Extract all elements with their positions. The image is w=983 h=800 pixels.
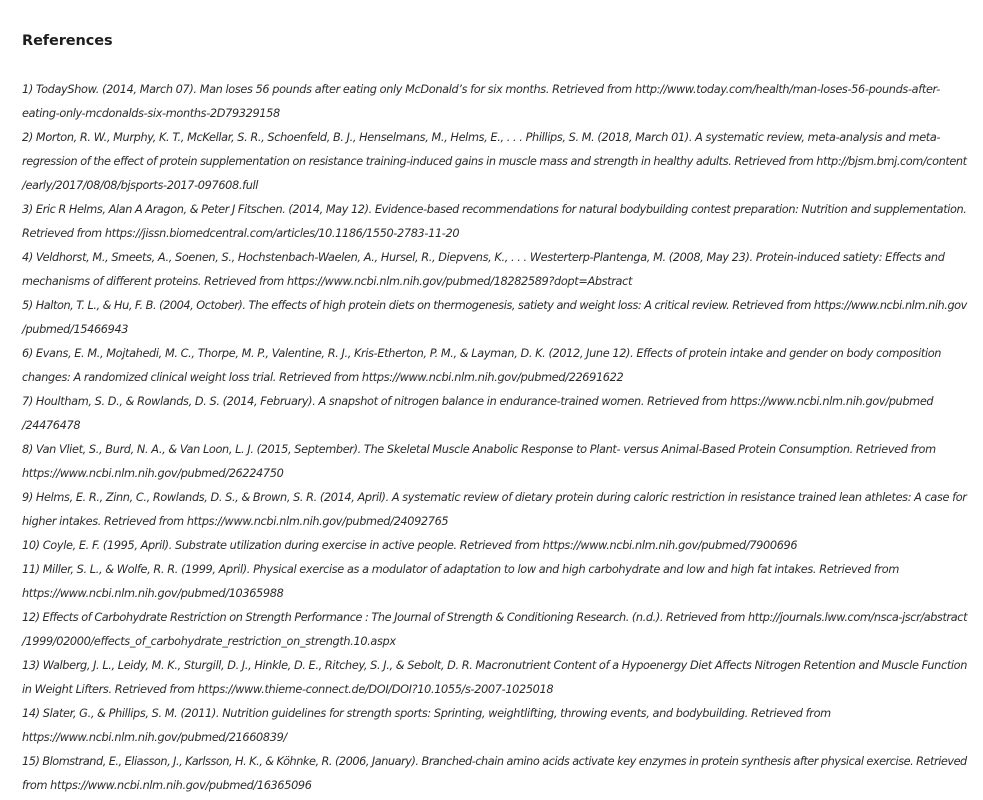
reference-text-line: 3) Eric R Helms, Alan A Aragon, & Peter J Fitschen. (2014, May 12). Evidence-based recommendations for natural bodybuilding contest preparation: Nutrition and supplementation. [22, 203, 967, 216]
reference-item [22, 606, 967, 654]
reference-text-line: higher intakes. Retrieved from https://www.ncbi.nlm.nih.gov/pubmed/24092765 [22, 515, 449, 528]
reference-text-line: 14) Slater, G., & Phillips, S. M. (2011). Nutrition guidelines for strength sports: Sprinting, weightlifting, throwing events, and bodybuilding. Retrieved from [22, 707, 831, 720]
reference-item [22, 294, 967, 342]
reference-item [22, 126, 967, 198]
reference-text-line: 15) Blomstrand, E., Eliasson, J., Karlsson, H. K., & Köhnke, R. (2006, January). Branched-chain amino acids activate key enzymes in protein synthesis after physical exercise. Retrieved [22, 755, 967, 768]
reference-item [22, 198, 967, 246]
reference-text-line: 9) Helms, E. R., Zinn, C., Rowlands, D. S., & Brown, S. R. (2014, April). A systematic review of dietary protein during caloric restriction in resistance trained lean athletes: A case for [22, 491, 967, 504]
reference-item [22, 78, 967, 126]
reference-text-line: eating-only-mcdonalds-six-months-2D79329158 [22, 107, 280, 120]
reference-item [22, 390, 967, 438]
reference-list [22, 78, 967, 798]
reference-text-line: 7) Houltham, S. D., & Rowlands, D. S. (2014, February). A snapshot of nitrogen balance in endurance-trained women. Retrieved from https://www.ncbi.nlm.nih.gov/pubmed [22, 395, 934, 408]
reference-text-line: /24476478 [22, 419, 81, 432]
reference-text-line: 4) Veldhorst, M., Smeets, A., Soenen, S., Hochstenbach-Waelen, A., Hursel, R., Diepvens, K., . . . Westerterp-Plantenga, M. (2008, May 23). Protein-induced satiety: Effects and [22, 251, 945, 264]
reference-text-line: /early/2017/08/08/bjsports-2017-097608.full [22, 179, 259, 192]
reference-text-line: /1999/02000/effects_of_carbohydrate_restriction_on_strength.10.aspx [22, 635, 396, 648]
references-heading: References [22, 33, 113, 49]
reference-text-line: 12) Effects of Carbohydrate Restriction on Strength Performance : The Journal of Strength & Conditioning Research. (n.d.). Retrieved from http://journals.lww.com/nsca-jscr/abstract [22, 611, 968, 624]
reference-item [22, 246, 967, 294]
reference-text-line: from https://www.ncbi.nlm.nih.gov/pubmed/16365096 [22, 779, 312, 792]
references-section [22, 0, 967, 798]
reference-text-line: /pubmed/15466943 [22, 323, 129, 336]
reference-item [22, 534, 967, 558]
reference-item [22, 654, 967, 702]
reference-text-line: changes: A randomized clinical weight loss trial. Retrieved from https://www.ncbi.nlm.nih.gov/pubmed/22691622 [22, 371, 624, 384]
reference-text-line: 6) Evans, E. M., Mojtahedi, M. C., Thorpe, M. P., Valentine, R. J., Kris-Etherton, P. M., & Layman, D. K. (2012, June 12). Effects of protein intake and gender on body composition [22, 347, 942, 360]
reference-text-line: https://www.ncbi.nlm.nih.gov/pubmed/10365988 [22, 587, 284, 600]
reference-text-line: https://www.ncbi.nlm.nih.gov/pubmed/26224750 [22, 467, 284, 480]
reference-item [22, 342, 967, 390]
reference-text-line: 5) Halton, T. L., & Hu, F. B. (2004, October). The effects of high protein diets on thermogenesis, satiety and weight loss: A critical review. Retrieved from https://www.ncbi.nlm.nih.gov [22, 299, 967, 312]
reference-text-line: Retrieved from https://jissn.biomedcentral.com/articles/10.1186/1550-2783-11-20 [22, 227, 460, 240]
reference-text-line: regression of the effect of protein supplementation on resistance training-induced gains in muscle mass and strength in healthy adults. Retrieved from http://bjsm.bmj.com/content [22, 155, 967, 168]
reference-text-line: 13) Walberg, J. L., Leidy, M. K., Sturgill, D. J., Hinkle, D. E., Ritchey, S. J., & Sebolt, D. R. Macronutrient Content of a Hypoenergy Diet Affects Nitrogen Retention and Muscle Function [22, 659, 968, 672]
reference-item [22, 702, 967, 750]
reference-item [22, 558, 967, 606]
reference-text-line: https://www.ncbi.nlm.nih.gov/pubmed/21660839/ [22, 731, 287, 744]
reference-text-line: in Weight Lifters. Retrieved from https://www.thieme-connect.de/DOI/DOI?10.1055/s-2007-1025018 [22, 683, 554, 696]
reference-text-line: 10) Coyle, E. F. (1995, April). Substrate utilization during exercise in active people. Retrieved from https://www.ncbi.nlm.nih.gov/pubmed/7900696 [22, 539, 798, 552]
reference-item [22, 486, 967, 534]
reference-item [22, 750, 967, 798]
reference-text-line: 1) TodayShow. (2014, March 07). Man loses 56 pounds after eating only McDonald’s for six months. Retrieved from http://www.today.com/health/man-loses-56-pounds-after- [22, 83, 940, 96]
reference-text-line: 8) Van Vliet, S., Burd, N. A., & Van Loon, L. J. (2015, September). The Skeletal Muscle Anabolic Response to Plant- versus Animal-Based Protein Consumption. Retrieved from [22, 443, 936, 456]
reference-text-line: 2) Morton, R. W., Murphy, K. T., McKellar, S. R., Schoenfeld, B. J., Henselmans, M., Helms, E., . . . Phillips, S. M. (2018, March 01). A systematic review, meta-analysis and meta- [22, 131, 941, 144]
reference-text-line: mechanisms of different proteins. Retrieved from https://www.ncbi.nlm.nih.gov/pubmed/18282589?dopt=Abstract [22, 275, 633, 288]
reference-item [22, 438, 967, 486]
reference-text-line: 11) Miller, S. L., & Wolfe, R. R. (1999, April). Physical exercise as a modulator of adaptation to low and high carbohydrate and low and high fat intakes. Retrieved from [22, 563, 899, 576]
